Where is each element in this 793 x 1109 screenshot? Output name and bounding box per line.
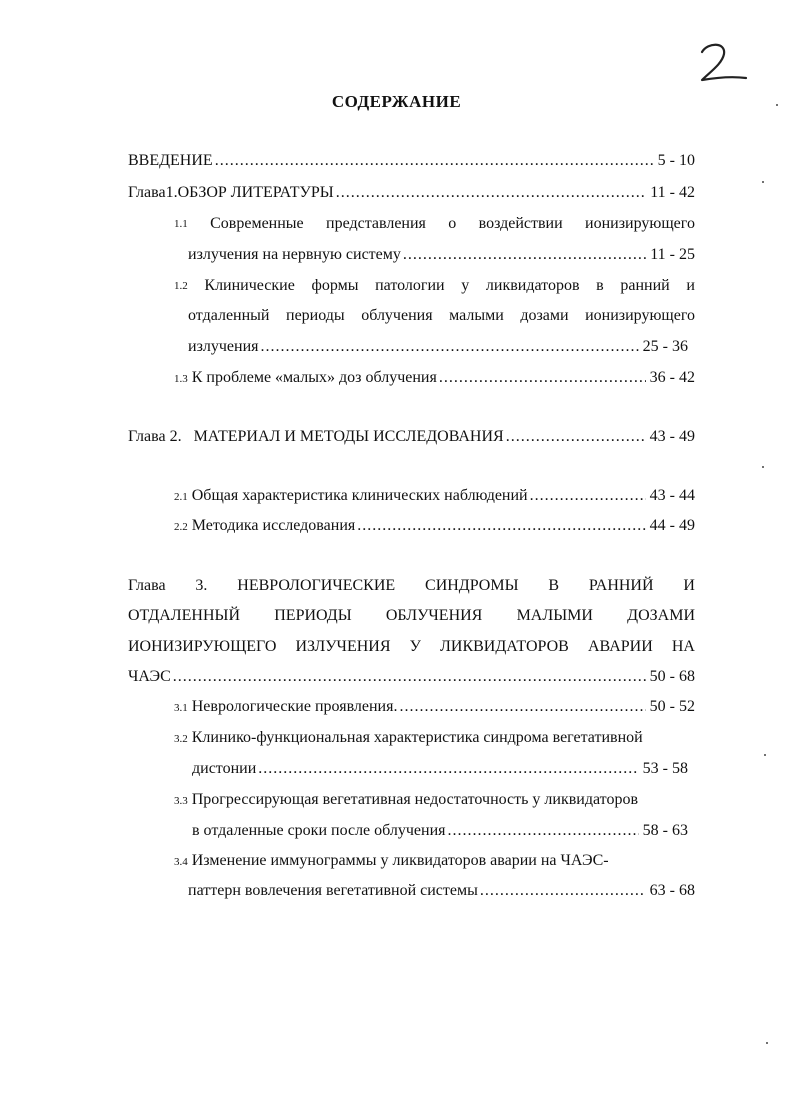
word: патологии <box>375 277 445 294</box>
section-pages: 25 - 36 <box>642 338 688 355</box>
toc-chapter-2 <box>128 427 695 447</box>
word: представления <box>326 215 426 232</box>
handwritten-page-number <box>690 38 750 88</box>
word: и <box>686 277 695 294</box>
section-text: Изменение иммунограммы у ликвидаторов аварии на ЧАЭС- <box>191 852 609 869</box>
scan-speck <box>764 754 766 756</box>
toc-section-3-3-line-2 <box>192 821 688 841</box>
toc-section-1-1-line-1 <box>174 214 695 234</box>
word: о <box>448 215 457 232</box>
word: И <box>683 577 695 594</box>
toc-chapter-1-pages: 11 - 42 <box>650 184 695 201</box>
toc-section-3-4-line-1 <box>174 851 695 872</box>
toc-chapter-3-line-4 <box>128 667 695 687</box>
section-pages: 44 - 49 <box>649 517 695 534</box>
section-pages: 43 - 44 <box>649 487 695 504</box>
section-text: излучения на нервную систему <box>188 246 401 263</box>
scan-speck <box>762 181 764 183</box>
leader-dots <box>336 183 647 203</box>
word: АВАРИИ <box>587 638 653 655</box>
word: у <box>461 277 470 294</box>
section-pages: 58 - 63 <box>642 822 688 839</box>
section-text: Клинико-функциональная характеристика синдрома вегетативной <box>191 729 643 746</box>
word: 3. <box>195 577 208 594</box>
toc-section-1-3 <box>174 368 695 389</box>
word: отдаленный <box>188 307 270 324</box>
word: ПЕРИОДЫ <box>274 607 352 624</box>
word: дозами <box>520 307 569 324</box>
section-pages: 63 - 68 <box>649 882 695 899</box>
toc-intro-pages: 5 - 10 <box>657 152 695 169</box>
word: Глава <box>128 577 166 594</box>
toc-section-3-3-line-1 <box>174 790 695 811</box>
section-text: Прогрессирующая вегетативная недостаточность у ликвидаторов <box>191 791 639 808</box>
scan-speck <box>776 104 778 106</box>
toc-chapter-1 <box>128 183 695 203</box>
toc-section-1-2-line-2 <box>188 306 695 326</box>
word: ликвидаторов <box>485 277 580 294</box>
word: ИОНИЗИРУЮЩЕГО <box>128 638 277 655</box>
word: НА <box>671 638 695 655</box>
section-text: ЧАЭС <box>128 668 171 685</box>
word: формы <box>311 277 359 294</box>
word: ОТДАЛЕННЫЙ <box>128 607 241 624</box>
leader-dots <box>403 245 646 265</box>
section-text: излучения <box>188 338 259 355</box>
leader-dots <box>530 486 646 506</box>
toc-intro-label: ВВЕДЕНИЕ <box>128 152 213 169</box>
section-pages: 50 - 68 <box>649 668 695 685</box>
word: РАННИЙ <box>588 577 654 594</box>
leader-dots <box>399 697 645 717</box>
word: в <box>596 277 604 294</box>
word: ионизирующего <box>585 215 695 232</box>
section-number: 2.2 <box>174 521 188 533</box>
toc-section-3-2-line-1 <box>174 728 695 749</box>
section-number: 1.2 <box>174 280 188 292</box>
word: МАЛЫМИ <box>516 607 593 624</box>
word: ДОЗАМИ <box>627 607 695 624</box>
scan-speck <box>762 466 764 468</box>
word: ОБЛУЧЕНИЯ <box>385 607 483 624</box>
toc-section-3-1 <box>174 697 695 718</box>
section-number: 3.3 <box>174 795 188 807</box>
toc-section-3-4-line-2 <box>188 881 695 901</box>
word: ИЗЛУЧЕНИЯ <box>295 638 391 655</box>
section-pages: 11 - 25 <box>650 246 695 263</box>
toc-chapter-3-line-2 <box>128 606 695 626</box>
toc-chapter-3-line-1 <box>128 576 695 596</box>
toc-chapter-3-line-3 <box>128 637 695 657</box>
section-text: Методика исследования <box>191 517 356 534</box>
section-number: 3.4 <box>174 856 188 868</box>
toc-section-2-1 <box>174 486 695 507</box>
leader-dots <box>506 427 646 447</box>
section-text: Неврологические проявления. <box>191 698 398 715</box>
section-text: Общая характеристика клинических наблюдений <box>191 487 528 504</box>
section-pages: 36 - 42 <box>649 369 695 386</box>
word: У <box>409 638 421 655</box>
word: ЛИКВИДАТОРОВ <box>440 638 569 655</box>
toc-section-2-2 <box>174 516 695 537</box>
section-text: в отдаленные сроки после облучения <box>192 822 446 839</box>
leader-dots <box>258 759 638 779</box>
leader-dots <box>261 337 639 357</box>
word: Клинические <box>204 277 295 294</box>
scan-speck <box>766 1042 768 1044</box>
toc-intro <box>128 151 695 171</box>
toc-section-1-1-line-2 <box>188 245 695 265</box>
toc-section-1-2-line-3 <box>188 337 688 357</box>
section-number: 3.2 <box>174 733 188 745</box>
leader-dots <box>448 821 639 841</box>
toc-chapter-1-label: Глава1.ОБЗОР ЛИТЕРАТУРЫ <box>128 184 334 201</box>
section-pages: 53 - 58 <box>642 760 688 777</box>
word: малыми <box>449 307 504 324</box>
section-text: К проблеме «малых» доз облучения <box>191 369 437 386</box>
section-number: 2.1 <box>174 491 188 503</box>
word: В <box>548 577 560 594</box>
word: облучения <box>361 307 433 324</box>
leader-dots <box>439 368 646 388</box>
leader-dots <box>357 516 645 536</box>
toc-section-3-2-line-2 <box>192 759 688 779</box>
section-number: 1.1 <box>174 218 188 230</box>
section-number: 3.1 <box>174 702 188 714</box>
handwritten-two-mark <box>690 38 750 88</box>
section-number: 1.3 <box>174 373 188 385</box>
page-title: СОДЕРЖАНИЕ <box>331 92 462 111</box>
toc-chapter-2-pages: 43 - 49 <box>649 428 695 445</box>
toc-chapter-2-label: Глава 2. МАТЕРИАЛ И МЕТОДЫ ИССЛЕДОВАНИЯ <box>128 428 504 445</box>
leader-dots <box>173 667 646 687</box>
section-pages: 50 - 52 <box>649 698 695 715</box>
section-text: дистонии <box>192 760 257 777</box>
word: СИНДРОМЫ <box>425 577 519 594</box>
section-text: паттерн вовлечения вегетативной системы <box>188 882 478 899</box>
word: ионизирующего <box>585 307 695 324</box>
word: ранний <box>620 277 670 294</box>
word: воздействии <box>478 215 563 232</box>
word: НЕВРОЛОГИЧЕСКИЕ <box>237 577 396 594</box>
word: периоды <box>286 307 345 324</box>
leader-dots <box>480 881 646 901</box>
leader-dots <box>215 151 654 171</box>
word: Современные <box>210 215 304 232</box>
toc-section-1-2-line-1 <box>174 276 695 296</box>
